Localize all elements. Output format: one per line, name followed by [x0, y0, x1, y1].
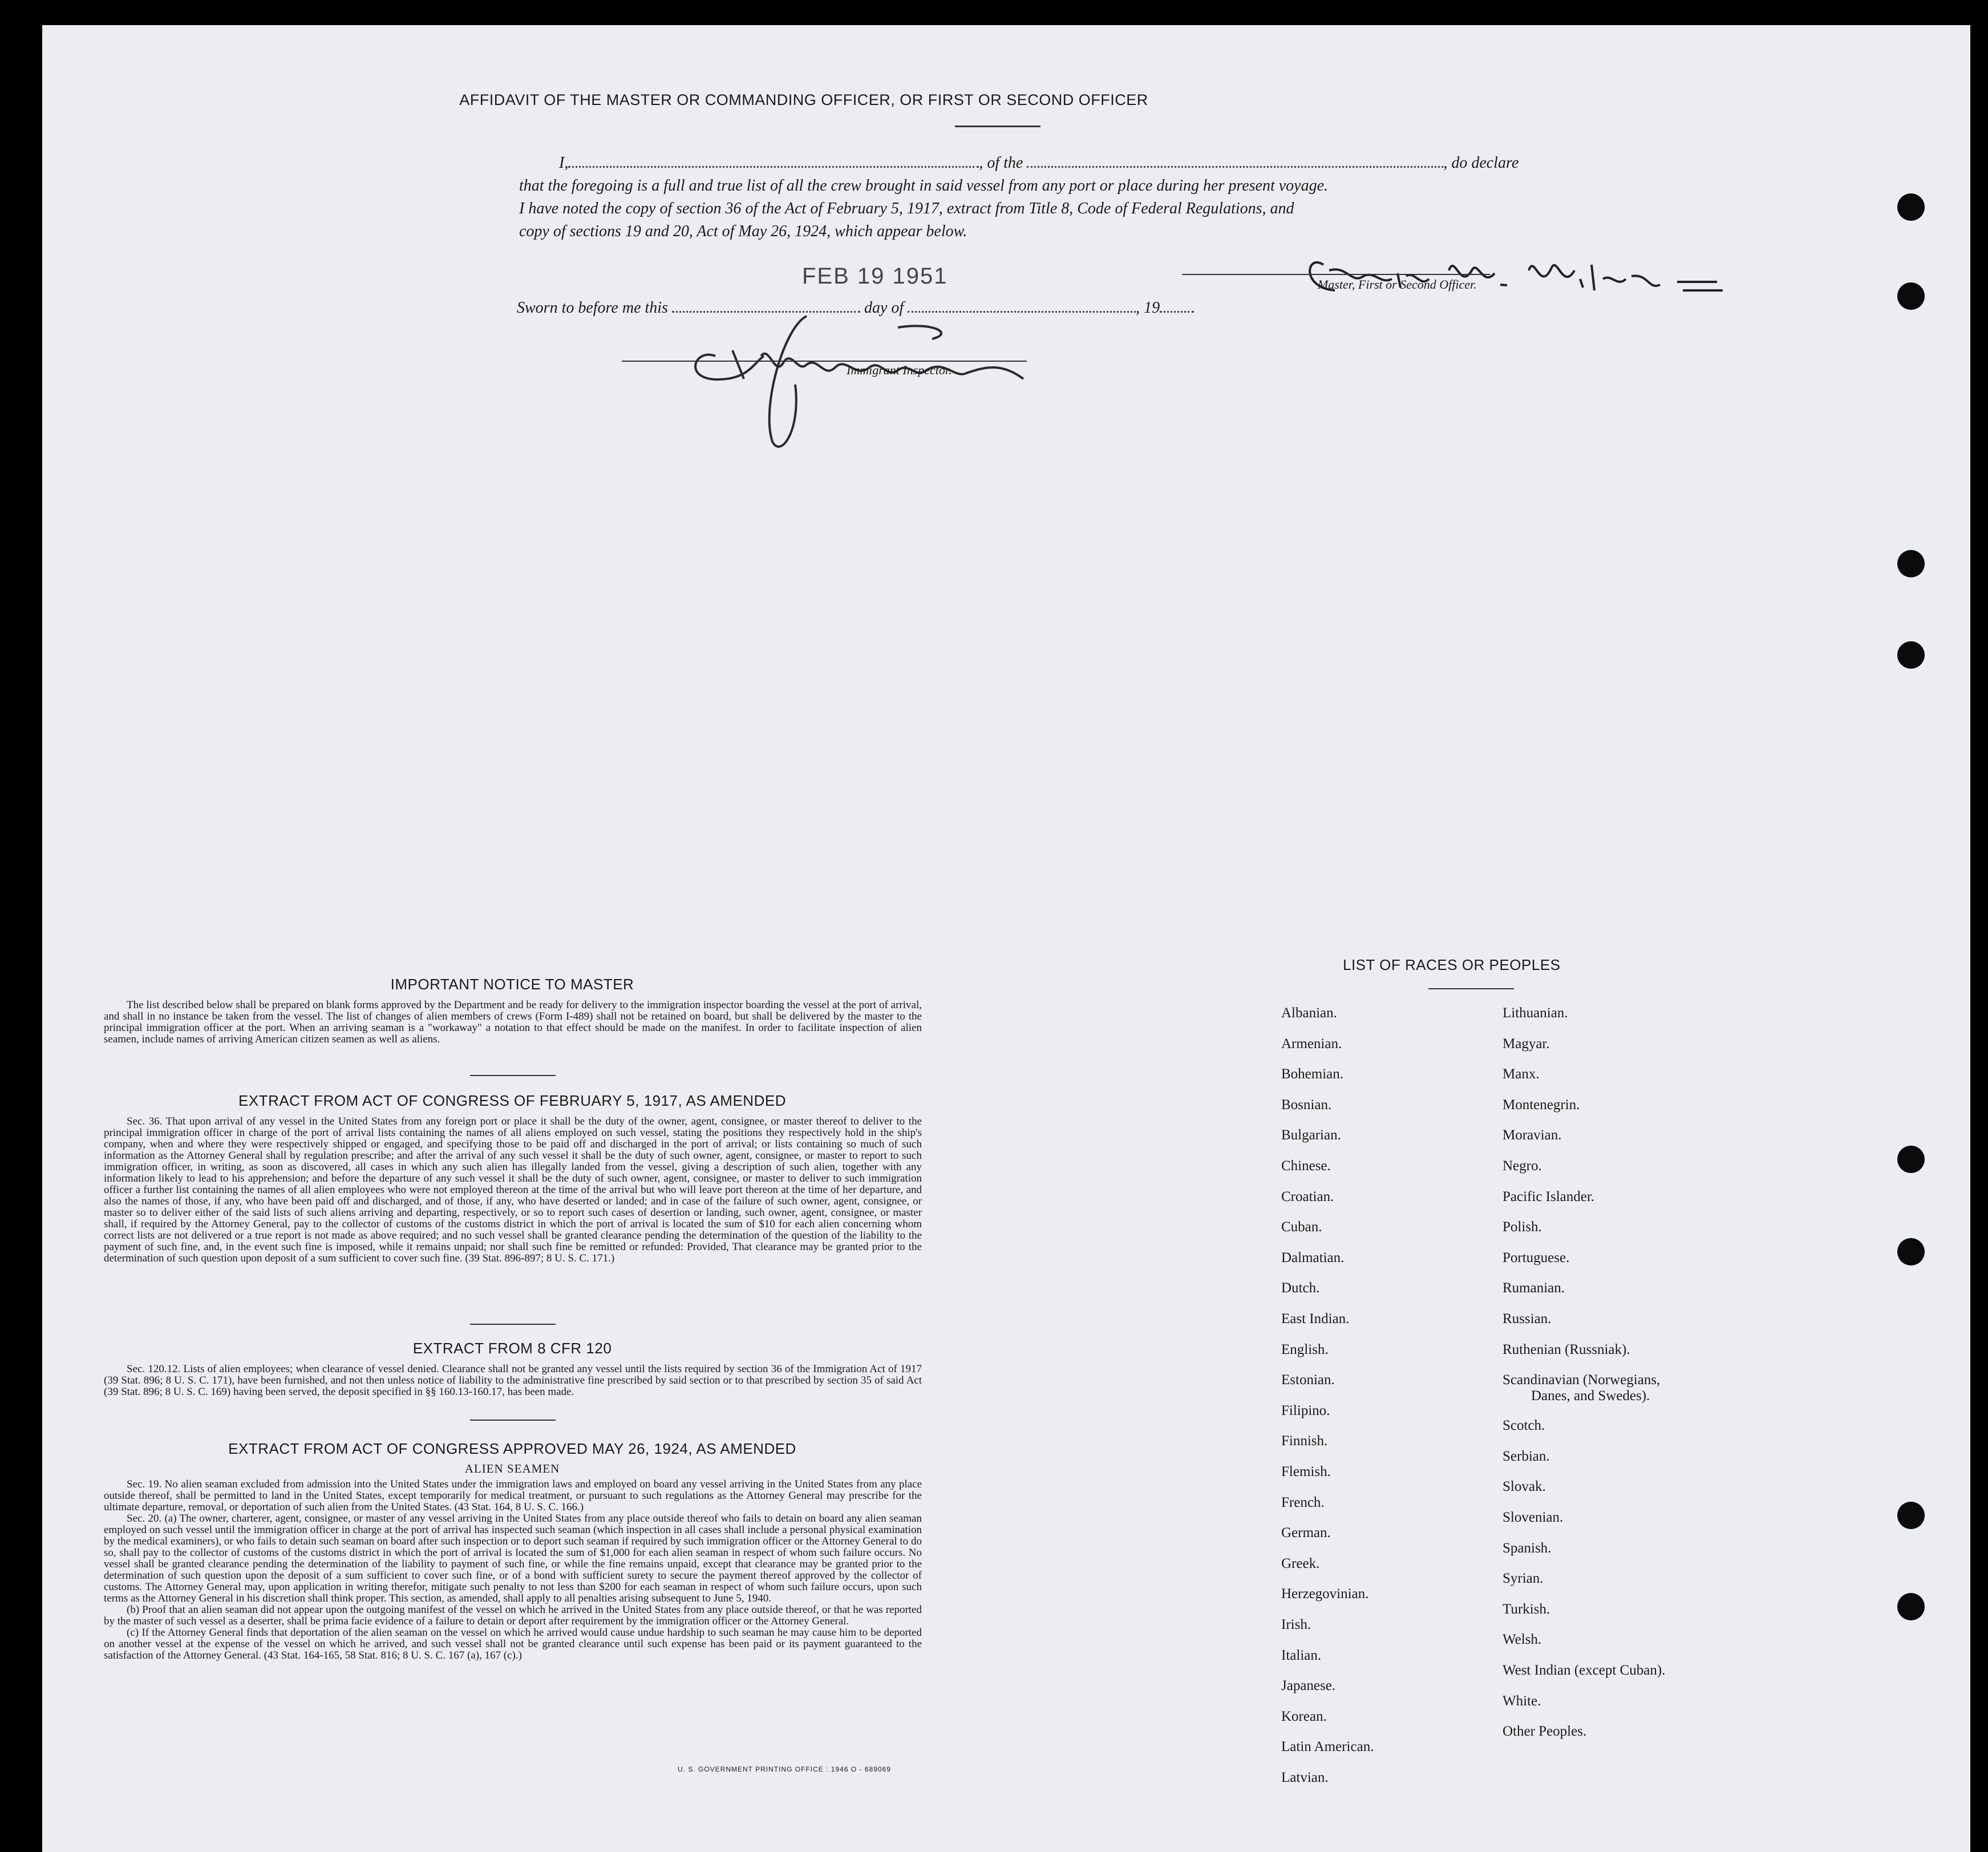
race-item: Irish.	[1281, 1617, 1311, 1632]
race-item: Greek.	[1281, 1555, 1320, 1571]
divider	[470, 1420, 556, 1421]
race-item: Moravian.	[1503, 1127, 1562, 1143]
race-item: Spanish.	[1503, 1540, 1552, 1556]
race-item: Negro.	[1503, 1158, 1542, 1174]
year-blank	[1160, 310, 1194, 313]
race-item: Rumanian.	[1503, 1280, 1565, 1296]
race-item: Chinese.	[1281, 1158, 1331, 1174]
race-item: Serbian.	[1503, 1448, 1550, 1464]
race-item: White.	[1503, 1693, 1541, 1709]
race-item: Welsh.	[1503, 1632, 1542, 1648]
race-item: Manx.	[1503, 1066, 1540, 1082]
affidavit-line-1	[519, 152, 1586, 175]
race-item: Bulgarian.	[1281, 1127, 1341, 1143]
extract-cfr-title: EXTRACT FROM 8 CFR 120	[412, 1340, 612, 1357]
extract-cfr-body	[104, 1364, 922, 1398]
affidavit-text: , do declare	[1443, 154, 1519, 172]
notice-body	[104, 1000, 922, 1045]
sworn-text: , 19	[1136, 299, 1160, 317]
race-item: French.	[1281, 1494, 1325, 1510]
signature-line	[1182, 274, 1490, 275]
race-item: Bosnian.	[1281, 1097, 1332, 1113]
extract-1917-title: EXTRACT FROM ACT OF CONGRESS OF FEBRUARY 5, 1917, AS AMENDED	[238, 1092, 786, 1109]
race-item: Korean.	[1281, 1708, 1327, 1724]
races-title: LIST OF RACES OR PEOPLES	[1343, 956, 1561, 973]
race-item: Portuguese.	[1503, 1250, 1570, 1265]
race-item: Herzegovinian.	[1281, 1586, 1369, 1602]
affidavit-text: I,	[559, 154, 569, 172]
punch-hole	[1897, 282, 1925, 310]
race-item: Slovenian.	[1503, 1510, 1564, 1525]
extract-1924-body	[104, 1479, 922, 1661]
divider	[470, 1075, 556, 1076]
race-item: Lithuanian.	[1503, 1005, 1568, 1021]
race-item: West Indian (except Cuban).	[1503, 1663, 1666, 1678]
extract-1917-paragraph: Sec. 36. That upon arrival of any vessel in the United States from any foreign port or place it shall be the duty of the owner, agent, consignee, or master thereof to deliver to the principal immigration officer in charge of the port of arrival lists containing the names of all aliens employed on such vessel, stating the positions they respectively hold in the ship's company, when and where they were respectively shipped or engaged, and specifying those to be paid off and discharged in the port of arrival; or lists containing so much of such information as the Attorney General shall by regulation prescribe; and after the arrival of any such vessel it shall be the duty of such owner, agent, consignee, or master to report to such immigration officer, in writing, as soon as discovered, all cases in which any such alien has illegally landed from the vessel, giving a description of such alien, together with any information likely to lead to his apprehension; and before the departure of any such vessel it shall be the duty of such owner, agent, consignee, or master to deliver to such immigration officer a further list containing the names of all alien employees who were not employed thereon at the time of the arrival but who will leave port thereon at the time of her departure, and also the names of those, if any, who have been paid off and discharged, and of those, if any, who have deserted or landed; and in case of the failure of such owner, agent, consignee, or master so to deliver either of the said lists of such aliens arriving and departing, respectively, or so to report such cases of desertion or landing, such owner, agent, consignee, or master shall, if required by the Attorney General, pay to the collector of customs of the customs district in which the port of arrival is located the sum of $10 for each alien concerning whom correct lists are not delivered or a true report is not made as above required; and no such vessel shall be granted clearance pending the determination of the question of the liability to the payment of such fine, and, in the event such fine is imposed, while it remains unpaid; nor shall such fine be remitted or refunded: Provided, That clearance may be granted prior to the determination of such question upon deposit of a sum sufficient to cover such fine. (39 Stat. 896-897; 8 U. S. C. 171.)	[104, 1115, 922, 1264]
extract-1924-title: EXTRACT FROM ACT OF CONGRESS APPROVED MAY 26, 1924, AS AMENDED	[228, 1440, 796, 1457]
divider	[955, 126, 1040, 127]
race-item: Latin American.	[1281, 1739, 1374, 1755]
affidavit-body	[519, 152, 1586, 243]
signature-line	[622, 361, 1027, 362]
affidavit-text: , of the	[979, 154, 1023, 172]
race-item: German.	[1281, 1525, 1331, 1541]
race-item: Other Peoples.	[1503, 1724, 1587, 1740]
race-item: Estonian.	[1281, 1372, 1335, 1388]
sec20a-paragraph: Sec. 20. (a) The owner, charterer, agent, consignee, or master of any vessel arriving in the United States from any place outside thereof who fails to detain on board any alien seaman employed on such vessel until the immigration officer in charge at the port of arrival has inspected such seaman (which inspection in all cases shall include a personal physical examination by the medical examiners), or who fails to detain such seaman on board after such inspection or to deport such seaman if required by such immigration officer or the Attorney General to do so, shall pay to the collector of customs of the customs district in which the port of arrival is located the sum of $1,000 for each alien seaman in respect of whom such failure occurs. No vessel shall be granted clearance pending the determination of the liability to payment of such fine, or while the fine remains unpaid, except that clearance may be granted prior to the determination of such question upon the deposit of a sum sufficient to cover such fine, or of a bond with sufficient surety to secure the payment thereof approved by the collector of customs. The Attorney General may, upon application in writing therefor, mitigate such penalty to not less than $200 for each seaman in respect of whom such failure occurs, upon such terms as the Attorney General in his discretion shall think proper. This section, as amended, shall apply to all penalties arising subsequent to June 5, 1940.	[104, 1513, 922, 1604]
notice-title: IMPORTANT NOTICE TO MASTER	[390, 976, 634, 993]
inspector-caption: Immigrant Inspector.	[847, 363, 952, 377]
race-item: Scotch.	[1503, 1418, 1545, 1434]
date-stamp: FEB 19 1951	[802, 264, 948, 289]
master-caption: Master, First or Second Officer.	[1318, 277, 1477, 292]
race-item: Japanese.	[1281, 1678, 1336, 1694]
race-item: Croatian.	[1281, 1188, 1334, 1204]
sworn-text: day of	[864, 299, 904, 317]
race-item: English.	[1281, 1341, 1329, 1357]
race-item: Polish.	[1503, 1219, 1542, 1235]
punch-hole	[1897, 1146, 1925, 1173]
punch-hole	[1897, 1502, 1925, 1529]
divider	[470, 1324, 556, 1325]
inspector-signature	[658, 293, 1069, 464]
sec20c-paragraph: (c) If the Attorney General finds that deportation of the alien seaman on the vessel on which he arrived would cause undue hardship to such seaman he may cause him to be deported on another vessel at the expense of the vessel on which he arrived, and such vessel shall not be granted clearance until such expense has been paid or its payment guaranteed to the satisfaction of the Attorney General. (43 Stat. 164-165, 58 Stat. 816; 8 U. S. C. 167 (a), 167 (c).)	[104, 1627, 922, 1661]
punch-hole	[1897, 550, 1925, 577]
sec19-paragraph: Sec. 19. No alien seaman excluded from admission into the United States under the immigration laws and employed on board any vessel arriving in the United States from any place outside thereof, shall be permitted to land in the United States, except temporarily for medical treatment, or pursuant to such regulations as the Attorney General may prescribe for the ultimate departure, removal, or deportation of such alien from the United States. (43 Stat. 164, 8 U. S. C. 166.)	[104, 1478, 922, 1513]
printer-imprint: U. S. GOVERNMENT PRINTING OFFICE : 1946 O - 689069	[678, 1765, 891, 1773]
sworn-text: Sworn to before me this	[517, 299, 668, 317]
notice-paragraph: The list described below shall be prepared on blank forms approved by the Department and be ready for delivery to the immigration inspector boarding the vessel at the port of arrival, and shall in no instance be taken from the vessel. The list of changes of alien members of crews (Form I-489) shall not be retained on board, but shall be delivered by the master to the principal immigration officer at the port. When an arriving seaman is a "workaway" a notation to that effect should be made on the manifest. In order to facilitate inspection of alien seamen, include names of arriving American citizen seamen as well as aliens.	[104, 999, 922, 1045]
race-item: Scandinavian (Norwegians,	[1503, 1372, 1661, 1388]
punch-hole	[1897, 193, 1925, 221]
race-item: Italian.	[1281, 1647, 1322, 1663]
race-item: Dutch.	[1281, 1280, 1320, 1296]
extract-1924-subtitle: ALIEN SEAMEN	[464, 1462, 560, 1475]
race-item: Filipino.	[1281, 1402, 1330, 1418]
race-item: Cuban.	[1281, 1219, 1322, 1235]
punch-hole	[1897, 1593, 1925, 1620]
race-item: Latvian.	[1281, 1770, 1329, 1785]
race-item: Bohemian.	[1281, 1066, 1344, 1082]
race-item: Syrian.	[1503, 1571, 1544, 1587]
race-item: Slovak.	[1503, 1479, 1546, 1495]
affidavit-line-4: copy of sections 19 and 20, Act of May 26, 1924, which appear below.	[519, 223, 967, 240]
vessel-blank	[1027, 165, 1443, 168]
affidavit-line-2: that the foregoing is a full and true list of all the crew brought in said vessel from any port or place during her present voyage.	[519, 177, 1329, 195]
punch-hole	[1897, 641, 1925, 669]
race-item: Pacific Islander.	[1503, 1188, 1595, 1204]
race-item: Danes, and Swedes).	[1531, 1388, 1650, 1404]
divider	[1428, 988, 1514, 989]
race-item: Albanian.	[1281, 1005, 1337, 1021]
affidavit-title: AFFIDAVIT OF THE MASTER OR COMMANDING OFFICER, OR FIRST OR SECOND OFFICER	[459, 91, 1148, 108]
affidavit-line-3: I have noted the copy of section 36 of the Act of February 5, 1917, extract from Title 8, Code of Federal Regulations, and	[519, 200, 1294, 217]
punch-hole	[1897, 1238, 1925, 1265]
race-item: Flemish.	[1281, 1464, 1331, 1479]
race-item: Dalmatian.	[1281, 1250, 1345, 1265]
race-item: Montenegrin.	[1503, 1097, 1580, 1113]
race-item: Turkish.	[1503, 1601, 1550, 1617]
race-item: Ruthenian (Russniak).	[1503, 1341, 1630, 1357]
race-item: Armenian.	[1281, 1036, 1342, 1052]
master-signature	[1284, 231, 1728, 310]
sec20b-paragraph: (b) Proof that an alien seaman did not appear upon the outgoing manifest of the vessel on which he arrived in the United States from any place outside thereof, or that he was reported by the master of such vessel as a deserter, shall be prima facie evidence of a failure to detain or deport after requirement by the immigration officer or the Attorney General.	[104, 1604, 922, 1627]
extract-1917-body	[104, 1116, 922, 1264]
race-item: Finnish.	[1281, 1433, 1328, 1449]
document-page	[42, 25, 1970, 1852]
extract-cfr-paragraph: Sec. 120.12. Lists of alien employees; when clearance of vessel denied. Clearance shall not be granted any vessel until the lists required by section 36 of the Immigration Act of 1917 (39 Stat. 896; 8 U. S. C. 171), have been furnished, and not then unless notice of liability to the administrative fine prescribed by said section or to that prescribed by section 35 of said Act (39 Stat. 896; 8 U. S. C. 169) having been served, the deposit specified in §§ 160.13-160.17, has been made.	[104, 1363, 922, 1398]
name-blank	[568, 165, 979, 168]
race-item: Russian.	[1503, 1311, 1552, 1327]
race-item: East Indian.	[1281, 1311, 1350, 1327]
race-item: Magyar.	[1503, 1036, 1550, 1052]
